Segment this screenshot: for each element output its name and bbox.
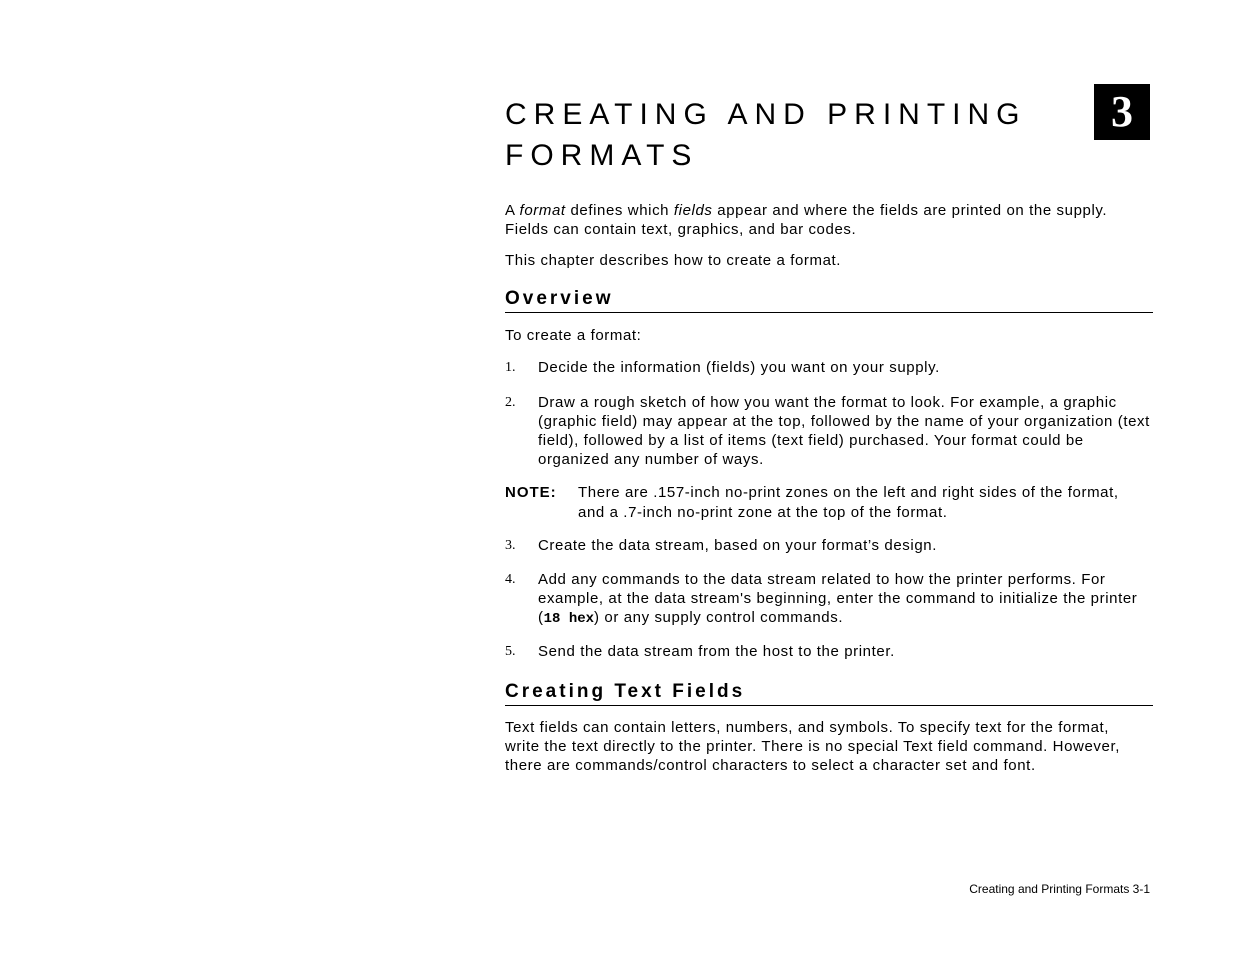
text-fields-paragraph: Text fields can contain letters, numbers, and symbols. To specify text for the format, write the text directly to the printer. There is no special Text field command. However, there are commands/control characters to select a character set and font. xyxy=(505,719,1121,774)
page-footer: Creating and Printing Formats 3-1 xyxy=(969,882,1150,896)
step-number: 2. xyxy=(505,395,516,410)
step-text-after-code: ) or any supply control commands. xyxy=(594,609,844,626)
section-heading-overview: Overview xyxy=(505,288,1153,313)
term-fields: fields xyxy=(673,202,713,219)
term-format: format xyxy=(519,202,566,219)
step-text: Draw a rough sketch of how you want the format to look. For example, a graphic (graphic field) may appear at the top, followed by the name of your organization (text field), followed by a list of items (text field) purchased. Your format could be organized any number of ways. xyxy=(538,394,1150,468)
command-code: 18 hex xyxy=(543,611,595,627)
step-text: Create the data stream, based on your format’s design. xyxy=(538,537,937,554)
intro-text-mid: defines which xyxy=(565,202,674,219)
intro-paragraph xyxy=(505,201,1145,239)
chapter-title: CREATING AND PRINTING FORMATS xyxy=(505,98,1027,172)
step-number: 1. xyxy=(505,360,516,375)
overview-lead: To create a format: xyxy=(505,327,642,344)
step-text: Decide the information (fields) you want on your supply. xyxy=(538,359,940,376)
step-number: 4. xyxy=(505,572,516,587)
section-heading-text-fields: Creating Text Fields xyxy=(505,681,1153,706)
note-text: There are .157-inch no-print zones on the left and right sides of the format, and a .7-inch no-print zone at the top of the format. xyxy=(578,484,1119,521)
step-number: 5. xyxy=(505,644,516,659)
step-text: Send the data stream from the host to the printer. xyxy=(538,643,895,660)
note-label: NOTE: xyxy=(505,484,557,501)
step-number: 3. xyxy=(505,538,516,553)
intro-text-prefix: A xyxy=(505,202,520,219)
chapter-number-badge: 3 xyxy=(1094,84,1150,140)
chapter-description: This chapter describes how to create a format. xyxy=(505,252,842,269)
intro-text-suffix: appear and where the fields are printed on the supply. Fields can contain text, graphics, and bar codes. xyxy=(505,202,1108,238)
step-text-before-code: Add any commands to the data stream related to how the printer performs. For example, at the data stream's beginning, enter the command to initialize the printer ( xyxy=(538,571,1138,626)
step-text xyxy=(538,570,1150,629)
